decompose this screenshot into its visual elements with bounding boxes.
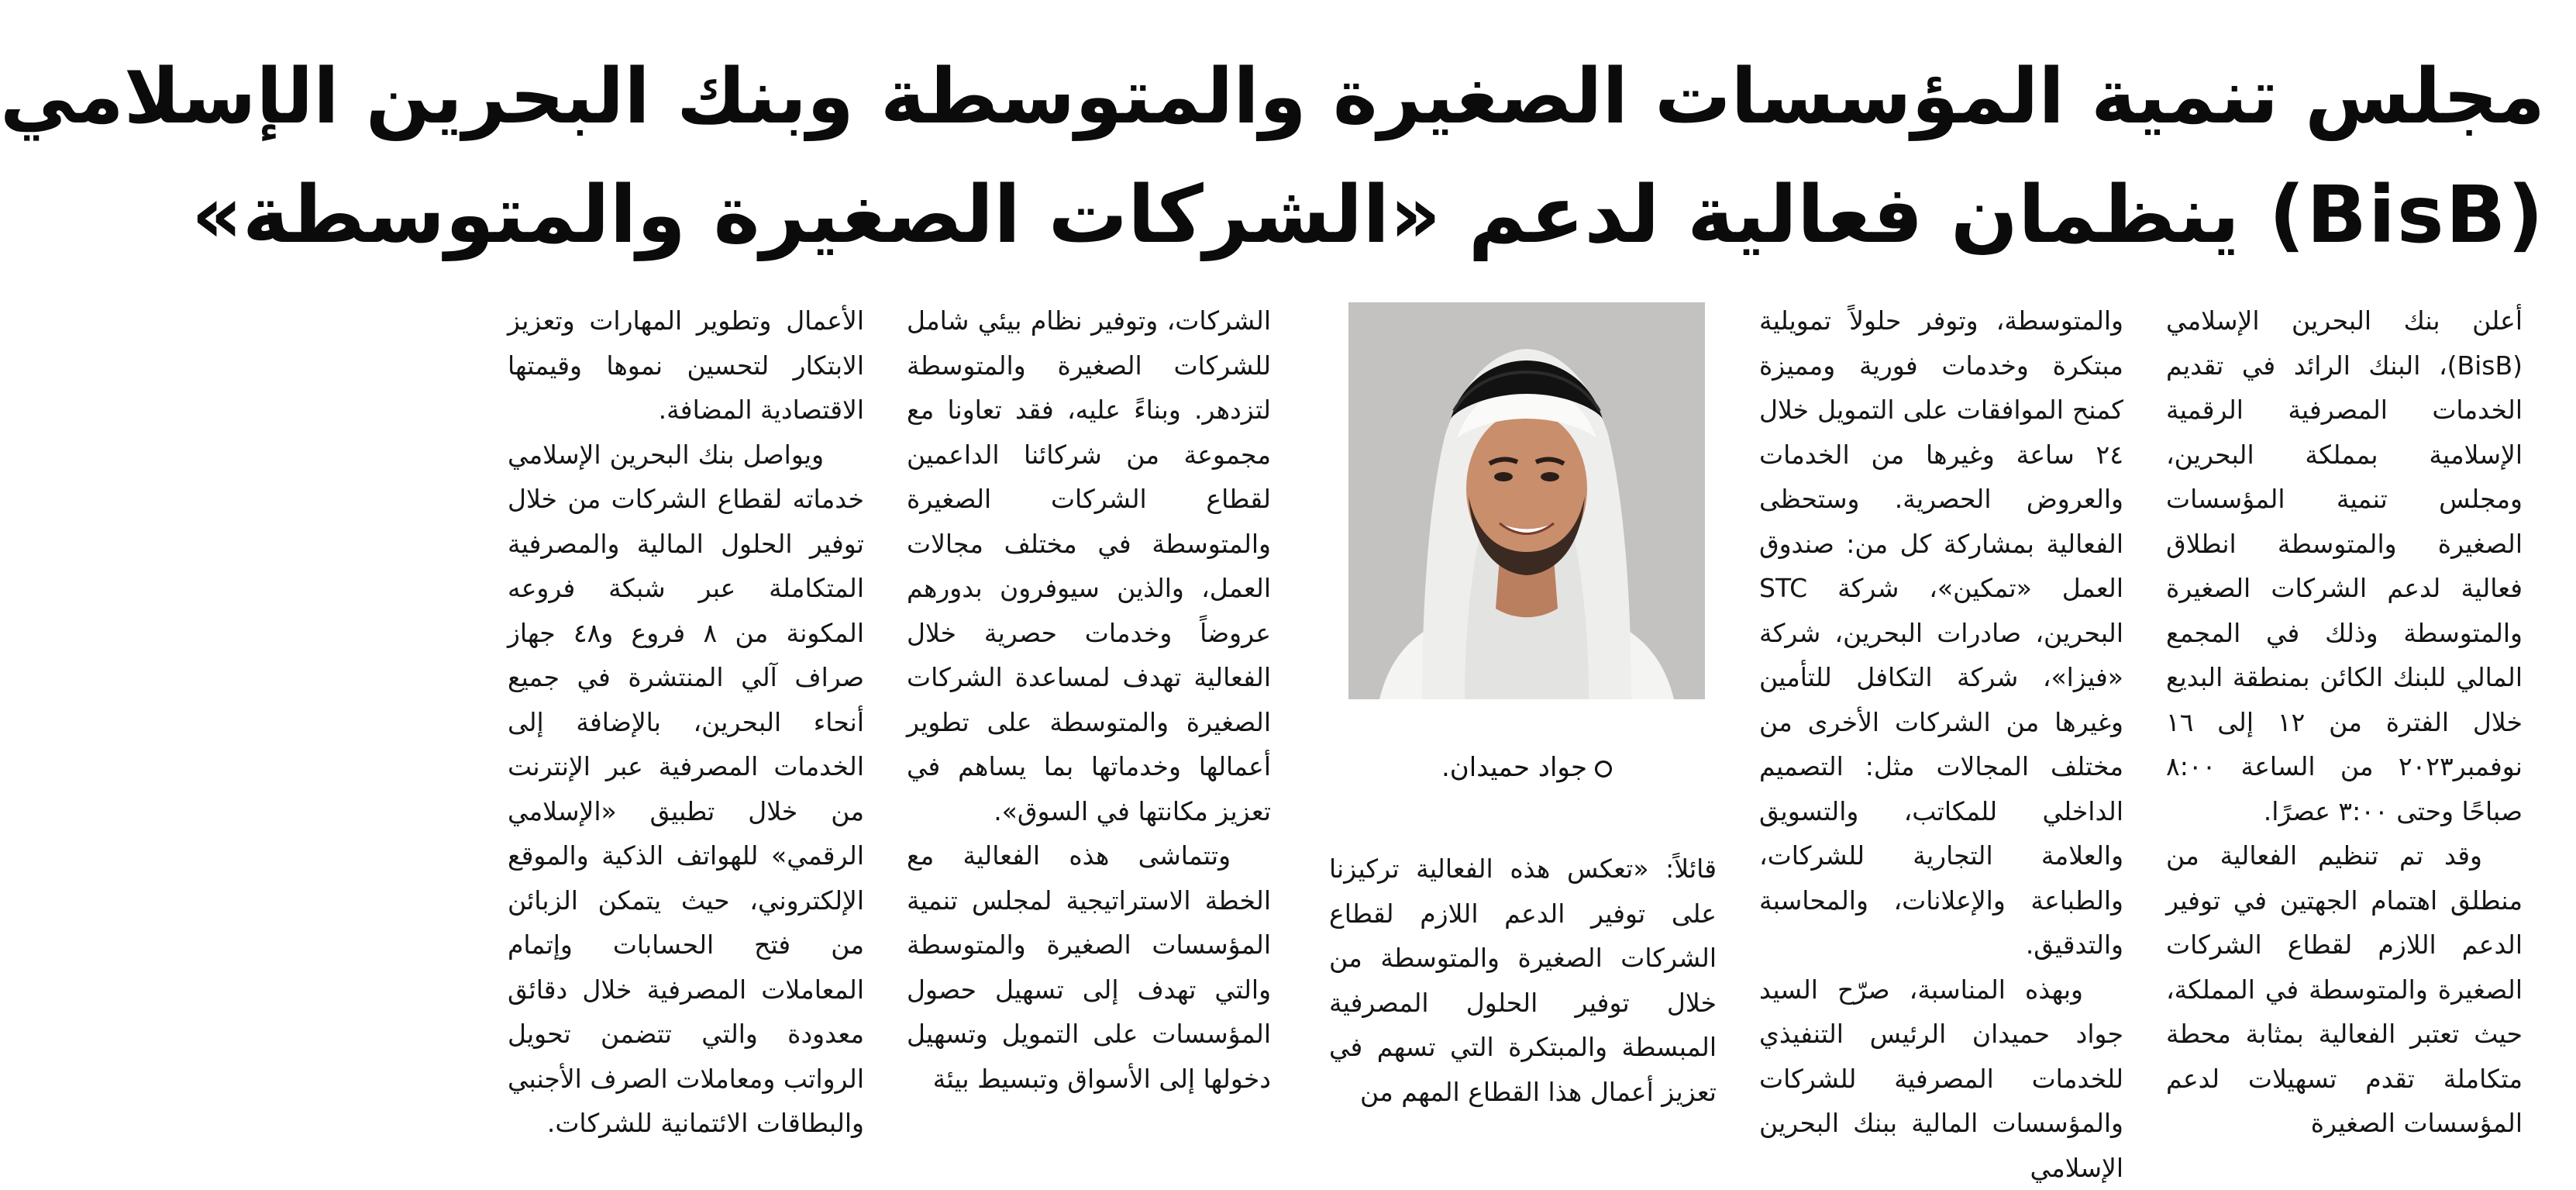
paragraph: أعلن بنك البحرين الإسلامي (BisB)، البنك الرائد في تقديم الخدمات المصرفية الرقمية الإسلامية بمملكة البحرين، ومجلس تنمية المؤسسات الصغيرة والمتوسطة انطلاق فعالية لدعم الشركات الصغيرة والمتوسطة وذلك في المجمع المالي للبنك الكائن بمنطقة البديع خلال الفترة من ١٢ إلى ١٦ نوفمبر٢٠٢٣ من الساعة ٨:٠٠ صباحًا وحتى ٣:٠٠ عصرًا. bbox=[2166, 298, 2523, 833]
article-column-5 bbox=[508, 298, 864, 1136]
paragraph: وتتماشى هذه الفعالية مع الخطة الاستراتيجية لمجلس تنمية المؤسسات الصغيرة والمتوسطة والتي تهدف إلى تسهيل حصول المؤسسات على التمويل وتسهيل دخولها إلى الأسواق وتبسيط بيئة bbox=[907, 833, 1271, 1101]
article-column-2 bbox=[1759, 298, 2123, 1136]
paragraph: قائلاً: «تعكس هذه الفعالية تركيزنا على توفير الدعم اللازم لقطاع الشركات الصغيرة والمتوسطة من خلال توفير الحلول المصرفية المبسطة والمبتكرة التي تسهم في تعزيز أعمال هذا القطاع المهم من bbox=[1329, 847, 1717, 1114]
bullet-circle-icon bbox=[1595, 761, 1612, 778]
paragraph: ويواصل بنك البحرين الإسلامي خدماته لقطاع الشركات من خلال توفير الحلول المالية والمصرفية المتكاملة عبر شبكة فروعه المكونة من ٨ فروع و٤٨ جهاز صراف آلي المنتشرة في جميع أنحاء البحرين، بالإضافة إلى الخدمات المصرفية عبر الإنترنت من خلال تطبيق «الإسلامي الرقمي» للهواتف الذكية والموقع الإلكتروني، حيث يتمكن الزبائن من فتح الحسابات وإتمام المعاملات المصرفية خلال دقائق معدودة والتي تتضمن تحويل الرواتب ومعاملات الصرف الأجنبي والبطاقات الائتمانية للشركات. bbox=[508, 433, 864, 1146]
paragraph: والمتوسطة، وتوفر حلولاً تمويلية مبتكرة وخدمات فورية ومميزة كمنح الموافقات على التمويل خلال ٢٤ ساعة وغيرها من الخدمات والعروض الحصرية. وستحظى الفعالية بمشاركة كل من: صندوق العمل «تمكين»، شركة STC البحرين، صادرات البحرين، شركة «فيزا»، شركة التكافل للتأمين وغيرها من الشركات الأخرى من مختلف المجالات مثل: التصميم الداخلي للمكاتب، والتسويق والعلامة التجارية للشركات، والطباعة والإعلانات، والمحاسبة والتدقيق. bbox=[1759, 298, 2123, 968]
headline-line-1: مجلس تنمية المؤسسات الصغيرة والمتوسطة وبنك البحرين الإسلامي bbox=[508, 39, 2545, 155]
headline-line-2: (BisB) ينظمان فعالية لدعم «الشركات الصغيرة والمتوسطة» bbox=[508, 155, 2545, 275]
caption-text: جواد حميدان. bbox=[1441, 752, 1587, 783]
portrait-photo bbox=[1348, 302, 1705, 699]
paragraph: الشركات، وتوفير نظام بيئي شامل للشركات الصغيرة والمتوسطة لتزدهر. وبناءً عليه، فقد تعاونا مع مجموعة من شركائنا الداعمين لقطاع الشركات الصغيرة والمتوسطة في مختلف مجالات العمل، والذين سيوفرون بدورهم عروضاً وخدمات حصرية خلال الفعالية تهدف لمساعدة الشركات الصغيرة والمتوسطة على تطوير أعمالها وخدماتها بما يساهم في تعزيز مكانتها في السوق». bbox=[907, 298, 1271, 833]
article-column-1 bbox=[2166, 298, 2523, 1136]
article-column-3 bbox=[1329, 847, 1717, 1137]
paragraph: الأعمال وتطوير المهارات وتعزيز الابتكار لتحسين نموها وقيمتها الاقتصادية المضافة. bbox=[508, 298, 864, 433]
paragraph: وبهذه المناسبة، صرّح السيد جواد حميدان الرئيس التنفيذي للخدمات المصرفية للشركات والمؤسسات المالية ببنك البحرين الإسلامي bbox=[1759, 968, 2123, 1190]
photo-caption bbox=[1348, 744, 1705, 791]
paragraph: وقد تم تنظيم الفعالية من منطلق اهتمام الجهتين في توفير الدعم اللازم لقطاع الشركات الصغيرة والمتوسطة في المملكة، حيث تعتبر الفعالية بمثابة محطة متكاملة تقدم تسهيلات لدعم المؤسسات الصغيرة bbox=[2166, 833, 2523, 1146]
article-column-4 bbox=[907, 298, 1271, 1136]
portrait-illustration bbox=[1348, 302, 1705, 699]
